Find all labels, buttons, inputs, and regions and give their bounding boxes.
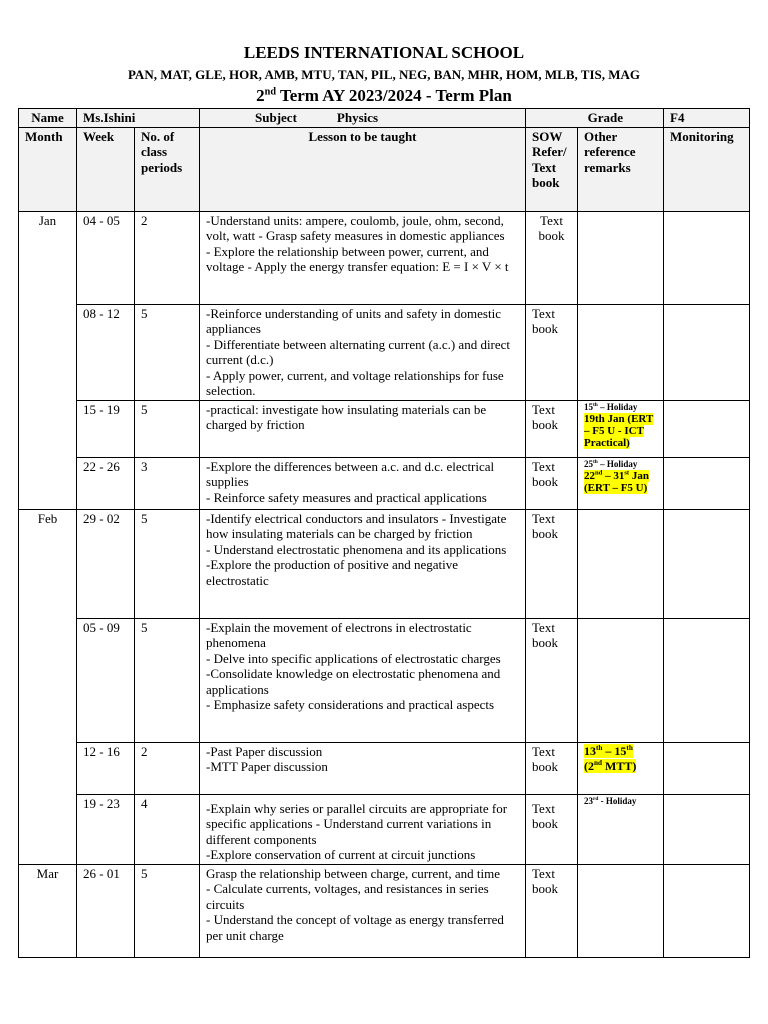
periods-cell: 2: [135, 211, 200, 304]
lesson-line: - Apply power, current, and voltage relationships for fuse selection.: [206, 367, 504, 398]
col-periods: No. of class periods: [135, 127, 200, 211]
column-header-row: [19, 127, 750, 211]
remarks-cell: [578, 304, 664, 400]
month-feb: Feb: [19, 509, 77, 864]
lesson-line: -Explore the production of positive and negative electrostatic: [206, 557, 458, 588]
month-mar: Mar: [19, 864, 77, 957]
lesson-cell: [200, 457, 526, 509]
sow-cell: Text book: [526, 400, 578, 457]
grade-value: F4: [664, 109, 750, 128]
school-name: LEEDS INTERNATIONAL SCHOOL: [243, 43, 525, 62]
remarks-cell: [578, 400, 664, 457]
monitoring-cell: [664, 211, 750, 304]
lesson-cell: [200, 794, 526, 864]
lesson-line: -Explore conservation of current at circuit junctions: [206, 847, 476, 862]
sow-cell: Text book: [526, 304, 578, 400]
lesson-line: -Explain why series or parallel circuits are appropriate for specific applications - Understand current variations in different components: [206, 800, 508, 847]
lesson-line: - Understand the concept of voltage as energy transferred per unit charge: [206, 912, 504, 943]
monitoring-cell: [664, 742, 750, 794]
week-cell: 04 - 05: [77, 211, 135, 304]
teacher-name: Ms.Ishini: [77, 109, 200, 128]
lesson-line: - Delve into specific applications of electrostatic charges: [206, 650, 501, 666]
table-row: [19, 864, 750, 957]
sow-cell: Text book: [526, 618, 578, 742]
lesson-line: - Reinforce safety measures and practical applications: [206, 489, 487, 505]
lesson-line: - Differentiate between alternating current (a.c.) and direct current (d.c.): [206, 336, 511, 367]
periods-cell: 5: [135, 618, 200, 742]
sow-cell: Text book: [526, 864, 578, 957]
table-row: [19, 457, 750, 509]
monitoring-cell: [664, 618, 750, 742]
exam-note: 19th Jan (ERT – F5 U - ICT Practical): [584, 412, 654, 449]
remarks-cell: [578, 794, 664, 864]
week-cell: 29 - 02: [77, 509, 135, 618]
remarks-cell: [578, 509, 664, 618]
remarks-cell: [578, 457, 664, 509]
holiday-note: 25th – Holiday: [584, 458, 638, 469]
exam-note: 22nd – 31st Jan (ERT – F5 U): [584, 468, 649, 494]
lesson-cell: [200, 509, 526, 618]
lesson-line: -practical: investigate how insulating materials can be charged by friction: [206, 401, 487, 432]
lesson-cell: [200, 304, 526, 400]
term-ordinal: 2: [256, 86, 265, 105]
mtt-dates: 13th – 15th: [584, 743, 633, 758]
holiday-note: 23rd - Holiday: [584, 795, 637, 806]
lesson-line: - Explore the relationship between power, current, and voltage - Apply the energy transfer equation: E = I × V × t: [206, 243, 509, 274]
mtt-label: (2nd MTT): [584, 758, 637, 773]
periods-cell: 2: [135, 742, 200, 794]
lesson-line: -Reinforce understanding of units and safety in domestic appliances: [206, 305, 501, 336]
lesson-cell: [200, 742, 526, 794]
term-plan-table: [18, 108, 750, 958]
table-row: [19, 509, 750, 618]
lesson-line: -Consolidate knowledge on electrostatic phenomena and applications: [206, 666, 501, 697]
monitoring-cell: [664, 509, 750, 618]
sow-cell: Text book: [526, 742, 578, 794]
col-monitoring: Monitoring: [664, 127, 750, 211]
lesson-cell: [200, 400, 526, 457]
sow-cell: Text book: [526, 509, 578, 618]
week-cell: 19 - 23: [77, 794, 135, 864]
monitoring-cell: [664, 457, 750, 509]
monitoring-cell: [664, 864, 750, 957]
lesson-line: - Emphasize safety considerations and practical aspects: [206, 697, 495, 712]
lesson-line: - Understand electrostatic phenomena and its applications: [206, 541, 507, 557]
subject-value: Physics: [336, 110, 379, 125]
table-row: [19, 211, 750, 304]
lesson-line: -Understand units: ampere, coulomb, joule, ohm, second, volt, watt - Grasp safety measures in domestic appliances: [206, 212, 505, 243]
sow-cell: Text book: [526, 794, 578, 864]
subject-label: Subject Physics: [200, 109, 526, 128]
col-week: Week: [77, 127, 135, 211]
holiday-note: 15th – Holiday: [584, 401, 638, 412]
week-cell: 15 - 19: [77, 400, 135, 457]
grade-label: Grade: [526, 109, 664, 128]
term-title-text: Term AY 2023/2024 - Term Plan: [276, 86, 512, 105]
monitoring-cell: [664, 794, 750, 864]
week-cell: 26 - 01: [77, 864, 135, 957]
table-row: [19, 794, 750, 864]
monitoring-cell: [664, 304, 750, 400]
sow-cell: Text book: [526, 211, 578, 304]
lesson-line: -Identify electrical conductors and insulators - Investigate how insulating materials can be charged by friction: [206, 510, 507, 541]
lesson-line: -Explore the differences between a.c. and d.c. electrical supplies: [206, 458, 495, 489]
lesson-line: -Explain the movement of electrons in electrostatic phenomena: [206, 619, 472, 650]
remarks-cell: [578, 742, 664, 794]
monitoring-cell: [664, 400, 750, 457]
week-cell: 08 - 12: [77, 304, 135, 400]
periods-cell: 4: [135, 794, 200, 864]
lesson-cell: [200, 618, 526, 742]
col-remarks: Other reference remarks: [578, 127, 664, 211]
periods-cell: 5: [135, 400, 200, 457]
name-label: Name: [19, 109, 77, 128]
lesson-line: Grasp the relationship between charge, current, and time: [206, 865, 500, 881]
remarks-cell: [578, 211, 664, 304]
col-month: Month: [19, 127, 77, 211]
lesson-line: -MTT Paper discussion: [206, 759, 328, 774]
table-row: [19, 618, 750, 742]
sow-cell: Text book: [526, 457, 578, 509]
col-lesson: Lesson to be taught: [200, 127, 526, 211]
periods-cell: 3: [135, 457, 200, 509]
term-title: [0, 86, 768, 106]
info-row: [19, 109, 750, 128]
week-cell: 22 - 26: [77, 457, 135, 509]
week-cell: 05 - 09: [77, 618, 135, 742]
month-jan: Jan: [19, 211, 77, 509]
table-row: [19, 400, 750, 457]
lesson-cell: [200, 211, 526, 304]
remarks-cell: [578, 618, 664, 742]
periods-cell: 5: [135, 864, 200, 957]
table-row: [19, 742, 750, 794]
house-codes: PAN, MAT, GLE, HOR, AMB, MTU, TAN, PIL, NEG, BAN, MHR, HOM, MLB, TIS, MAG: [127, 67, 641, 82]
week-cell: 12 - 16: [77, 742, 135, 794]
lesson-line: -Past Paper discussion: [206, 743, 323, 759]
lesson-cell: [200, 864, 526, 957]
periods-cell: 5: [135, 304, 200, 400]
lesson-line: - Calculate currents, voltages, and resistances in series circuits: [206, 881, 489, 912]
col-sow: SOW Refer/ Text book: [526, 127, 578, 211]
term-ordinal-suffix: nd: [264, 86, 276, 98]
table-row: [19, 304, 750, 400]
periods-cell: 5: [135, 509, 200, 618]
remarks-cell: [578, 864, 664, 957]
